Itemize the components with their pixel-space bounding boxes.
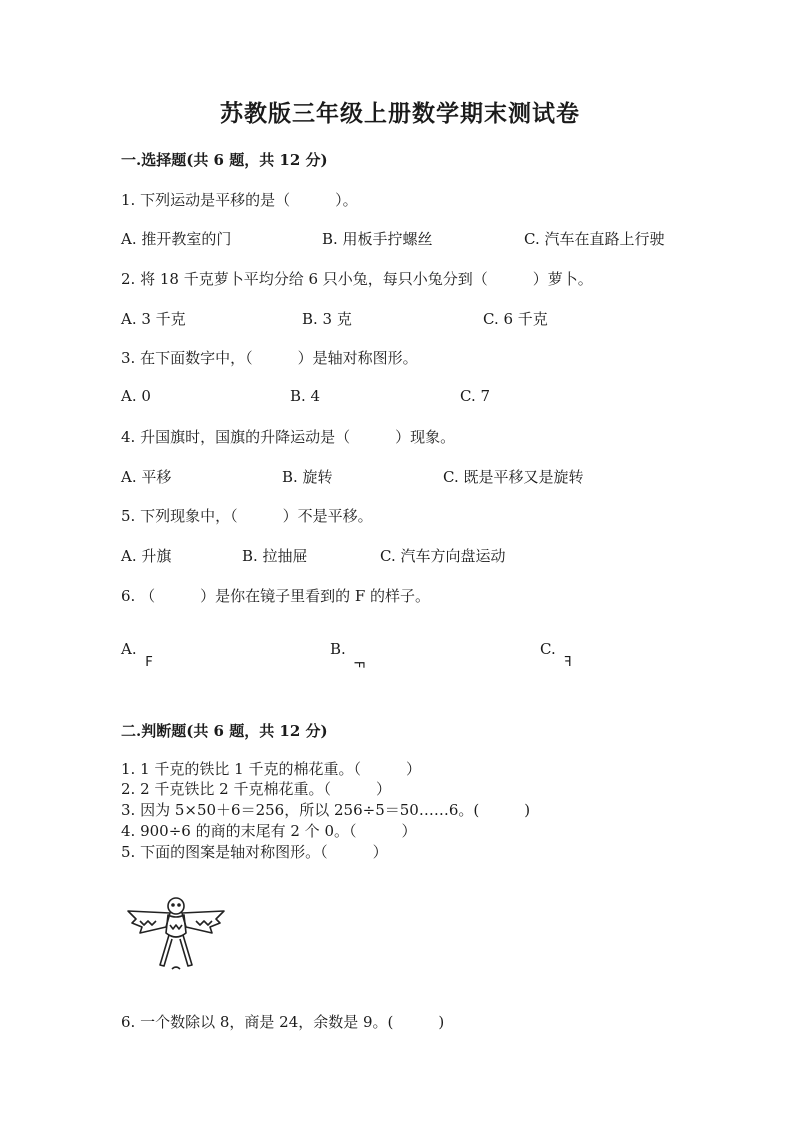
q6-option-b: B. <box>330 640 346 658</box>
judgement-item-3: 3. 因为 5×50＋6＝256，所以 256÷5＝50……6。( ) <box>121 801 531 819</box>
q4-option-a: A. 平移 <box>121 468 172 486</box>
q6-f-normal-image: F <box>145 655 153 670</box>
question-6: 6. （ ）是你在镜子里看到的 F 的样子。 <box>121 587 431 605</box>
question-2: 2. 将 18 千克萝卜平均分给 6 只小兔，每只小兔分到（ ）萝卜。 <box>121 270 593 288</box>
judgement-item-6: 6. 一个数除以 8，商是 24，余数是 9。( ) <box>121 1013 445 1031</box>
q5-option-b: B. 拉抽屉 <box>242 547 308 565</box>
q6-f-mirrored-image: F <box>564 655 572 670</box>
question-1: 1. 下列运动是平移的是（ ）。 <box>121 191 358 209</box>
q4-option-b: B. 旋转 <box>282 468 333 486</box>
question-3: 3. 在下面数字中，（ ）是轴对称图形。 <box>121 349 418 367</box>
q2-option-c: C. 6 千克 <box>483 310 548 328</box>
q2-option-b: B. 3 克 <box>302 310 352 328</box>
section-heading-judgement: 二.判断题(共 6 题，共 12 分) <box>121 722 328 740</box>
q1-option-b: B. 用板手拧螺丝 <box>322 230 433 248</box>
q6-f-rotated-image: F <box>350 660 366 669</box>
q1-option-c: C. 汽车在直路上行驶 <box>524 230 665 248</box>
q3-option-c: C. 7 <box>460 387 491 405</box>
q3-option-a: A. 0 <box>121 387 151 405</box>
q5-option-c: C. 汽车方向盘运动 <box>380 547 506 565</box>
q1-option-a: A. 推开教室的门 <box>121 230 232 248</box>
q6-option-c: C. <box>540 640 556 658</box>
q2-option-a: A. 3 千克 <box>121 310 186 328</box>
judgement-item-1: 1. 1 千克的铁比 1 千克的棉花重。（ ） <box>121 760 421 778</box>
q4-option-c: C. 既是平移又是旋转 <box>443 468 584 486</box>
q5-option-a: A. 升旗 <box>121 547 172 565</box>
question-4: 4. 升国旗时，国旗的升降运动是（ ）现象。 <box>121 428 456 446</box>
q3-option-b: B. 4 <box>290 387 321 405</box>
judgement-item-4: 4. 900÷6 的商的末尾有 2 个 0。（ ） <box>121 822 417 840</box>
judgement-item-5: 5. 下面的图案是轴对称图形。（ ） <box>121 843 388 861</box>
judgement-item-2: 2. 2 千克铁比 2 千克棉花重。（ ） <box>121 780 391 798</box>
section-heading-choice: 一.选择题(共 6 题，共 12 分) <box>121 151 328 169</box>
question-5: 5. 下列现象中，（ ）不是平移。 <box>121 507 373 525</box>
kite-pattern-image <box>126 893 226 973</box>
page-title: 苏教版三年级上册数学期末测试卷 <box>220 100 580 127</box>
q6-option-a: A. <box>121 640 137 658</box>
